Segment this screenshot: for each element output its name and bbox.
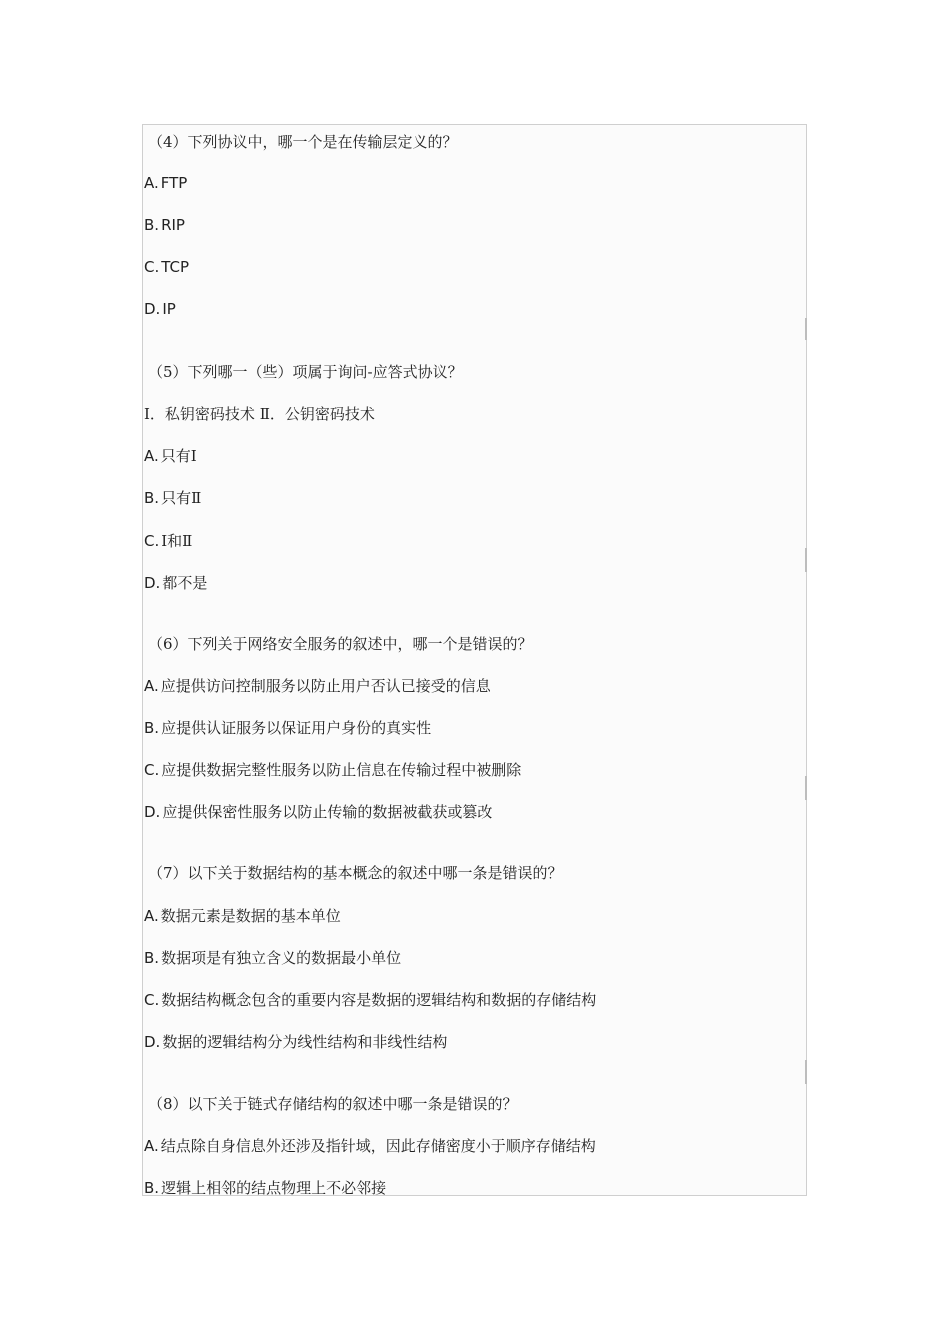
option-letter: A. bbox=[144, 447, 159, 465]
option-d bbox=[144, 573, 207, 593]
question-stem: （6）下列关于网络安全服务的叙述中，哪一个是错误的？ bbox=[148, 635, 533, 653]
option-letter: B. bbox=[144, 489, 160, 507]
option-c bbox=[144, 760, 521, 780]
option-d bbox=[144, 1032, 447, 1052]
option-letter: C. bbox=[144, 258, 160, 276]
option-a bbox=[144, 173, 187, 193]
option-text: Ⅰ和Ⅱ bbox=[161, 532, 193, 550]
option-d bbox=[144, 299, 176, 319]
option-text: RIP bbox=[161, 216, 185, 234]
option-text: 应提供保密性服务以防止传输的数据被截获或篡改 bbox=[162, 803, 493, 821]
page-edge-mark bbox=[805, 318, 807, 340]
option-text: IP bbox=[162, 300, 176, 318]
question-stem: （7）以下关于数据结构的基本概念的叙述中哪一条是错误的？ bbox=[148, 864, 563, 882]
option-text: 都不是 bbox=[162, 574, 208, 592]
option-b bbox=[144, 948, 401, 968]
option-b bbox=[144, 488, 201, 508]
option-b bbox=[144, 1178, 386, 1198]
option-letter: D. bbox=[144, 574, 161, 592]
option-b bbox=[144, 718, 431, 738]
option-text: TCP bbox=[161, 258, 190, 276]
option-letter: A. bbox=[144, 174, 159, 192]
option-text: 数据的逻辑结构分为线性结构和非线性结构 bbox=[162, 1033, 448, 1051]
option-letter: B. bbox=[144, 1179, 160, 1197]
option-text: 数据结构概念包含的重要内容是数据的逻辑结构和数据的存储结构 bbox=[161, 991, 597, 1009]
option-text: FTP bbox=[160, 174, 188, 192]
option-letter: A. bbox=[144, 677, 159, 695]
option-text: 数据项是有独立含义的数据最小单位 bbox=[161, 949, 402, 967]
question-stem: （4）下列协议中，哪一个是在传输层定义的？ bbox=[148, 133, 458, 151]
option-text: 应提供访问控制服务以防止用户否认已接受的信息 bbox=[160, 677, 491, 695]
option-text: 数据元素是数据的基本单位 bbox=[160, 907, 341, 925]
option-letter: C. bbox=[144, 991, 160, 1009]
option-letter: D. bbox=[144, 300, 161, 318]
option-letter: B. bbox=[144, 949, 160, 967]
question-stem: （8）以下关于链式存储结构的叙述中哪一条是错误的？ bbox=[148, 1095, 518, 1113]
option-letter: A. bbox=[144, 1137, 159, 1155]
option-text: 只有Ⅰ bbox=[160, 447, 197, 465]
option-letter: D. bbox=[144, 1033, 161, 1051]
option-letter: C. bbox=[144, 761, 160, 779]
option-a bbox=[144, 906, 341, 926]
option-c bbox=[144, 257, 189, 277]
question-stem: （5）下列哪一（些）项属于询问-应答式协议？ bbox=[148, 363, 463, 381]
option-letter: C. bbox=[144, 532, 160, 550]
option-a bbox=[144, 676, 491, 696]
page-edge-mark bbox=[805, 548, 807, 572]
option-letter: D. bbox=[144, 803, 161, 821]
question-note: Ⅰ．私钥密码技术 Ⅱ．公钥密码技术 bbox=[144, 405, 375, 423]
option-letter: B. bbox=[144, 216, 160, 234]
option-text: 逻辑上相邻的结点物理上不必邻接 bbox=[161, 1179, 387, 1197]
option-text: 应提供数据完整性服务以防止信息在传输过程中被删除 bbox=[161, 761, 522, 779]
option-a bbox=[144, 446, 197, 466]
option-text: 只有Ⅱ bbox=[161, 489, 202, 507]
page-edge-mark bbox=[805, 776, 807, 800]
option-text: 应提供认证服务以保证用户身份的真实性 bbox=[161, 719, 432, 737]
option-letter: A. bbox=[144, 907, 159, 925]
option-d bbox=[144, 802, 492, 822]
option-b bbox=[144, 215, 185, 235]
page-edge-mark bbox=[805, 1060, 807, 1084]
option-letter: B. bbox=[144, 719, 160, 737]
option-a bbox=[144, 1136, 596, 1156]
option-c bbox=[144, 531, 192, 551]
option-c bbox=[144, 990, 596, 1010]
option-text: 结点除自身信息外还涉及指针域，因此存储密度小于顺序存储结构 bbox=[160, 1137, 596, 1155]
